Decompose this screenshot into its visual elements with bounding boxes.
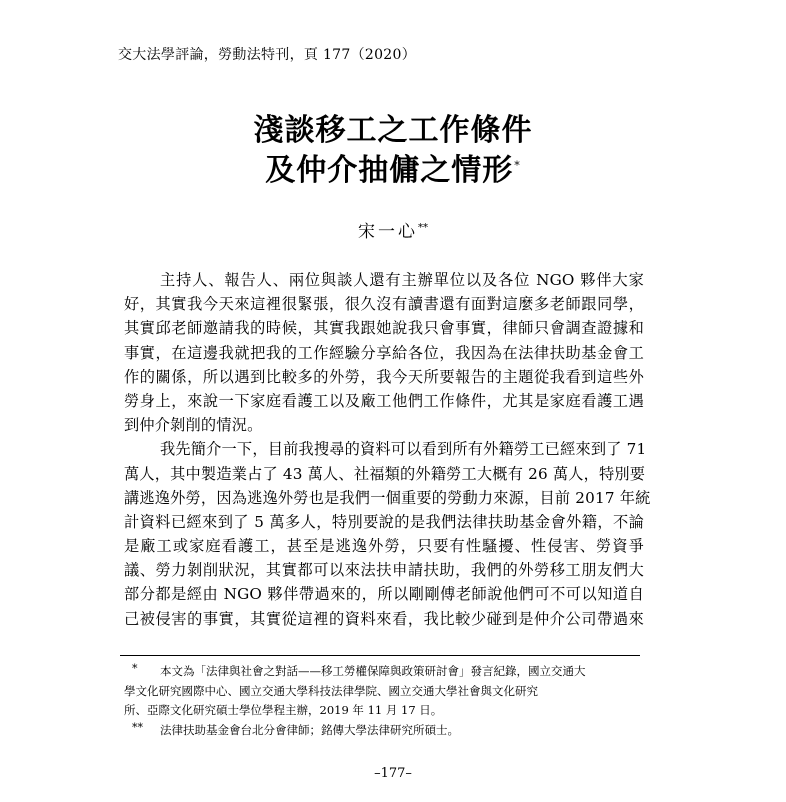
text-line: 部分都是經由 NGO 夥伴帶過來的，所以剛剛傅老師說他們可不可以知道自 <box>124 585 644 604</box>
text-line: 己被侵害的事實，其實從這裡的資料來看，我比較少碰到是仲介公司帶過來 <box>124 609 644 628</box>
paragraph-1 <box>124 268 644 437</box>
text-line: 好，其實我今天來這裡很緊張，很久沒有讀書還有面對這麼多老師跟同學， <box>124 295 644 314</box>
title-text-2: 及仲介抽傭之情形 <box>265 153 514 188</box>
paragraph-2 <box>124 437 651 631</box>
text-line: 主持人、報告人、兩位與談人還有主辦單位以及各位 NGO 夥伴大家 <box>160 271 644 289</box>
author-name: 宋一心 <box>358 222 418 242</box>
text-line: 到仲介剝削的情況。 <box>124 416 263 435</box>
running-head: 交大法學評論，勞動法特刊，頁 177（2020） <box>118 47 416 63</box>
article-title-line-2 <box>0 145 786 189</box>
article-title-line-1 <box>0 105 786 149</box>
text-line: 勞身上，來說一下家庭看護工以及廠工他們工作條件，尤其是家庭看護工遇 <box>124 391 644 410</box>
footnote-1-mark: * <box>132 662 138 675</box>
title-footnote-mark: * <box>514 159 521 172</box>
text-line: 我先簡介一下，目前我搜尋的資料可以看到所有外籍勞工已經來到了 71 <box>160 440 647 459</box>
text-line: 其實邱老師邀請我的時候，其實我跟她說我只會事實，律師只會調查證據和 <box>124 319 644 338</box>
text-line: 事實，在這邊我就把我的工作經驗分享給各位，我因為在法律扶助基金會工 <box>124 343 644 362</box>
text-line: 議、勞力剝削狀況，其實都可以來法扶申請扶助，我們的外勞移工朋友們大 <box>124 561 644 580</box>
footnote-separator <box>120 655 640 656</box>
text-line: 講逃逸外勞，因為逃逸外勞也是我們一個重要的勞動力來源，目前 2017 年統 <box>124 488 651 507</box>
author-line <box>0 217 786 242</box>
body-text <box>124 268 651 631</box>
page-number: –177– <box>374 766 412 781</box>
text-line: 萬人，其中製造業占了 43 萬人、社福類的外籍勞工大概有 26 萬人，特別要 <box>124 464 646 483</box>
footnote-1-text: 本文為「法律與社會之對話——移工勞權保障與政策研討會」發言紀錄，國立交通大 <box>160 664 586 678</box>
footnote-2-mark: ** <box>132 720 143 734</box>
footnote-1-line: 所、亞際文化研究碩士學位學程主辦，2019 年 11 月 17 日。 <box>124 703 443 717</box>
footnote-2-line <box>124 721 644 741</box>
text-line: 是廠工或家庭看護工，甚至是逃逸外勞，只要有性騷擾、性侵害、勞資爭 <box>124 537 644 556</box>
footnote-1-line: 學文化研究國際中心、國立交通大學科技法律學院、國立交通大學社會與文化研究 <box>124 683 538 698</box>
text-line: 作的關係，所以遇到比較多的外勞，我今天所要報告的主題從我看到這些外 <box>124 367 644 386</box>
footnote-2-text: 法律扶助基金會台北分會律師；銘傳大學法律研究所碩士。 <box>160 722 459 737</box>
title-text-1: 淺談移工之工作條件 <box>253 113 533 148</box>
footnotes <box>124 662 644 740</box>
author-footnote-mark: ** <box>418 222 428 234</box>
footnote-1-line <box>124 662 644 682</box>
text-line: 計資料已經來到了 5 萬多人，特別要說的是我們法律扶助基金會外籍，不論 <box>124 512 644 531</box>
